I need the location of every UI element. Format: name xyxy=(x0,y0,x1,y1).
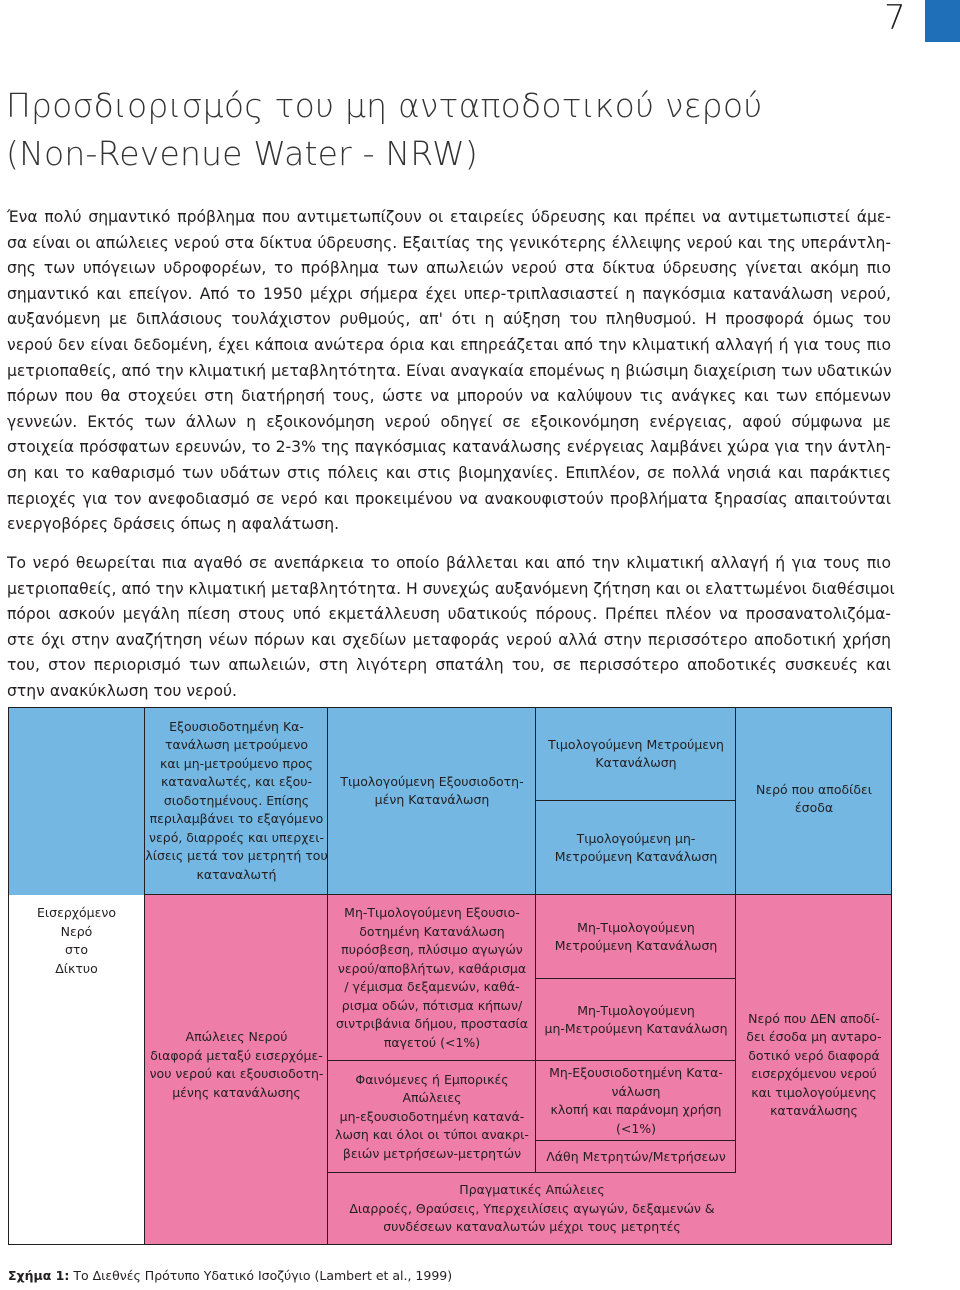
paragraph-line: νερού δεν είναι δεδομένη, έχει κάποια ανώτερα όρια και επηρεάζεται από την κλιματική αλλαγή ή για τους πιο xyxy=(7,335,891,354)
cell-line: δει έσοδα μη αντapo- xyxy=(746,1029,882,1044)
cell-line: Τιμολογούμενη Μετρούμενη xyxy=(548,736,724,752)
cell-line: Τιμολογούμενη μη- xyxy=(576,830,696,846)
paragraph-line: σημαντικό και επείγον. Από το 1950 μέχρι σήμερα έχει υπερ-τριπλασιαστεί η παγκόσμια κατανάλωση νερού, xyxy=(7,284,891,303)
billed-authorized-frame xyxy=(328,707,536,895)
cell-line: Μετρούμενη Κατανάλωση xyxy=(554,938,718,953)
paragraph-line: στοιχεία πρόσφατων ερευνών, το 2-3% της παγκόσμιας κατανάλωσης ενέργειας λαμβάνει χώρα για την άντλη- xyxy=(7,438,891,457)
cell-line: Κατανάλωση xyxy=(595,755,677,770)
cell-line: μη-Μετρούμενη Κατανάλωση xyxy=(544,1021,728,1036)
input-line: Εισερχόμενο xyxy=(37,905,116,920)
input-line: στο xyxy=(64,942,89,957)
paragraph-line: γεννεών. Εκτός των άλλων η εξοικονόμηση νερού οδηγεί σε εξοικονόμηση ενέργειας, αφού σύμφωνα με xyxy=(7,412,891,431)
cell-line: και μη-μετρούμενο προς xyxy=(159,755,313,771)
cell-line: Μετρούμενη Κατανάλωση xyxy=(554,849,718,864)
cell-line: ρισμα οδών, πότισμα κήπων/ xyxy=(341,997,523,1013)
page-number-bar xyxy=(925,0,960,42)
cell-line: εισερχόμενου νερού xyxy=(751,1066,877,1081)
page-number: 7 xyxy=(884,0,906,38)
paragraph-line: στε όχι στην αναζήτηση νέων πόρων και σχεδίων μεταφοράς νερού αλλά στην περισσότερο αποδοτική χρήση xyxy=(7,630,891,649)
cell-line: καταναλωτή xyxy=(196,866,277,882)
billed-unmetered-frame xyxy=(536,801,736,895)
cell-line: περιλαμβάνει το εξαγόμενο xyxy=(149,811,324,827)
title-line-1: Προσδιορισμός του μη ανταποδοτικού νερού xyxy=(6,86,763,125)
cell-line: Μη-Τιμολογούμενη xyxy=(577,919,695,935)
title-line-2: (Non-Revenue Water - NRW) xyxy=(6,134,478,173)
paragraph-line: μετριοπαθείς, από την κλιματική μεταβλητότητα. Είναι αναγκαία επομένως η βιώσιμη διαχείριση των υδατικών xyxy=(7,361,892,380)
paragraph-1 xyxy=(7,205,891,538)
caption-text: Το Διεθνές Πρότυπο Υδατικό Ισοζύγιο (Lambert et al., 1999) xyxy=(69,1268,453,1283)
cell-line: λωση και όλοι οι τύποι ανακρι- xyxy=(335,1127,529,1143)
paragraph-line: σα είναι οι απώλειες νερού στα δίκτυα ύδρευσης. Εξαιτίας της γενικότερης έλλειψης νερού και της υπεράντλη- xyxy=(7,233,891,252)
cell-line: Νερό που ΔΕΝ αποδί- xyxy=(748,1010,880,1026)
paragraph-line: σης των υπόγειων υδροφορέων, το πρόβλημα των απωλειών νερού στα δίκτυα ύδρευσης γίνεται ακόμη πιο xyxy=(7,259,891,278)
input-frame xyxy=(8,707,145,1245)
cell-line: Μη-Εξουσιοδοτημένη Κατα- xyxy=(549,1065,723,1080)
cell-line: Μη-Τιμολογούμενη Εξουσιο- xyxy=(344,905,520,920)
caption-label: Σχήμα 1: xyxy=(8,1268,70,1283)
paragraph-line: αυξανόμενη με διπλάσιους τουλάχιστον ρυθμούς, απ' ότι η αύξηση του πληθυσμού. Η προσφορά όμως του xyxy=(7,310,891,329)
cell-line: Διαρροές, Θραύσεις, Υπερχειλίσεις αγωγών, δεξαμενών & xyxy=(349,1200,715,1216)
cell-line: Πραγματικές Απώλειες xyxy=(459,1182,605,1198)
cell-line: Λάθη Μετρητών/Μετρήσεων xyxy=(546,1148,726,1164)
cell-line: νερό, διαρροές και υπερχει- xyxy=(149,829,324,845)
input-line: Νερό xyxy=(60,923,93,939)
paragraph-line: μετριοπαθείς, από την κλιματική μεταβλητότητα. Η συνεχώς αυξανόμενη ζήτηση και οι ελαττωμένοι διαθέσιμοι xyxy=(7,579,895,598)
cell-line: μένης κατανάλωσης xyxy=(172,1084,301,1100)
cell-line: δοτικό νερό διαφορά xyxy=(748,1047,880,1063)
paragraph-line: πόρων που θα στοχεύει στη διατήρησή τους, ώστε να μπορούν να καλύψουν τις ανάγκες και των επόμενων xyxy=(7,387,891,406)
paragraph-line: του, στον περιορισμό των απωλειών, στη λιγότερη σπατάλη του, σε περισσότερο αποδοτικές συσκευές και xyxy=(7,656,891,675)
unbilled-metered-frame xyxy=(536,895,736,979)
paragraph-2 xyxy=(7,551,895,705)
cell-line: λίσεις μετά τον μετρητή του xyxy=(145,848,328,864)
cell-line: μένη Κατανάλωση xyxy=(374,792,490,807)
cell-line: δοτημένη Κατανάλωση xyxy=(359,923,505,939)
metering-errors-frame xyxy=(536,1141,736,1173)
cell-line: πυρόσβεση, πλύσιμο αγωγών xyxy=(341,942,523,957)
losses-frame xyxy=(145,895,328,1245)
cell-line: Νερό που αποδίδει xyxy=(756,781,872,797)
cell-line: μη-εξουσιοδοτημένη καταvά- xyxy=(339,1108,525,1124)
figure-caption xyxy=(8,1268,452,1283)
cell-line: νάλωση xyxy=(611,1083,661,1099)
cell-line: νου νερού και εξουσιοδοτη- xyxy=(149,1066,324,1081)
page-title xyxy=(6,82,763,178)
cell-line: καταναλωτές, και εξου- xyxy=(161,774,312,790)
paragraph-line: Ένα πολύ σημαντικό πρόβλημα που αντιμετωπίζουν οι εταιρείες ύδρευσης και πρέπει να αντιμετωπιστεί άμε- xyxy=(7,208,891,226)
apparent-losses-frame xyxy=(328,1061,536,1173)
unbilled-authorized-frame xyxy=(328,895,536,1061)
input-line: Δίκτυο xyxy=(55,960,98,976)
cell-line: κλοπή και παράνομη χρήση xyxy=(550,1102,722,1117)
cell-line: Απώλειες Νερού xyxy=(185,1029,288,1044)
cell-line: Τιμολογούμενη Εξουσιοδοτη- xyxy=(340,773,524,789)
cell-line: έσοδα xyxy=(794,800,834,815)
cell-line: νερού/αποβλήτων, καθάρισμα xyxy=(337,960,527,976)
paragraph-line: ση και το καθαρισμό των υδάτων στις πόλεις και στις βιομηχανίες. Επιπλέον, σε πολλά νησιά και παράκτιες xyxy=(7,463,891,482)
paragraph-line: στην ανακύκλωση του νερού. xyxy=(7,681,237,700)
paragraph-line: περιοχές για τον ανεφοδιασμό σε νερό και προκειμένου να ανακουφιστούν προβλήματα ξηρασίας απαιτούνται xyxy=(7,489,891,508)
cell-line: σιντριβάνια δήμου, προστασία xyxy=(335,1016,528,1031)
authorized-frame xyxy=(145,707,328,895)
cell-line: κατανάλωσης xyxy=(770,1103,858,1118)
revenue-water-frame xyxy=(736,707,892,895)
cell-line: και τιμολογούμενης xyxy=(751,1084,877,1100)
cell-line: συνδέσεων καταναλωτών μέχρι τους μετρητές xyxy=(383,1219,681,1235)
water-balance-diagram xyxy=(8,707,892,1245)
billed-metered-frame xyxy=(536,707,736,801)
paragraph-line: πόροι ασκούν μεγάλη πίεση στους υπό εκμετάλλευση υδατικούς πόρους. Πρέπει πλέον να προσανατολιζόμα- xyxy=(7,605,891,624)
cell-line: Εξουσιοδοτημένη Κα- xyxy=(169,718,304,734)
paragraph-line: Το νερό θεωρείται πια αγαθό σε ανεπάρκεια το οποίο βάλλεται και από την κλιματική αλλαγή ή για τους πιο xyxy=(7,554,891,572)
cell-line: (<1%) xyxy=(615,1120,657,1136)
cell-line: τανάλωση μετρούμενο xyxy=(164,737,309,753)
paragraph-line: ενεργοβόρες δράσεις όπως η αφαλάτωση. xyxy=(7,515,340,534)
cell-line: Απώλειες xyxy=(402,1090,462,1106)
cell-line: βειών μετρήσεων-μετρητών xyxy=(342,1145,522,1161)
cell-line: διαφορά μεταξύ εισερχόμε- xyxy=(150,1047,323,1063)
cell-line: παγετού (<1%) xyxy=(383,1034,481,1050)
cell-line: / γέμισμα δεξαμενών, καθά- xyxy=(344,979,520,994)
unauthorized-frame xyxy=(536,1061,736,1141)
unbilled-unmetered-frame xyxy=(536,979,736,1061)
cell-line: σιοδοτημένους. Επίσης xyxy=(163,792,310,808)
cell-line: Φαινόμενες ή Εμπορικές xyxy=(355,1071,509,1087)
cell-line: Μη-Τιμολογούμενη xyxy=(577,1002,695,1018)
